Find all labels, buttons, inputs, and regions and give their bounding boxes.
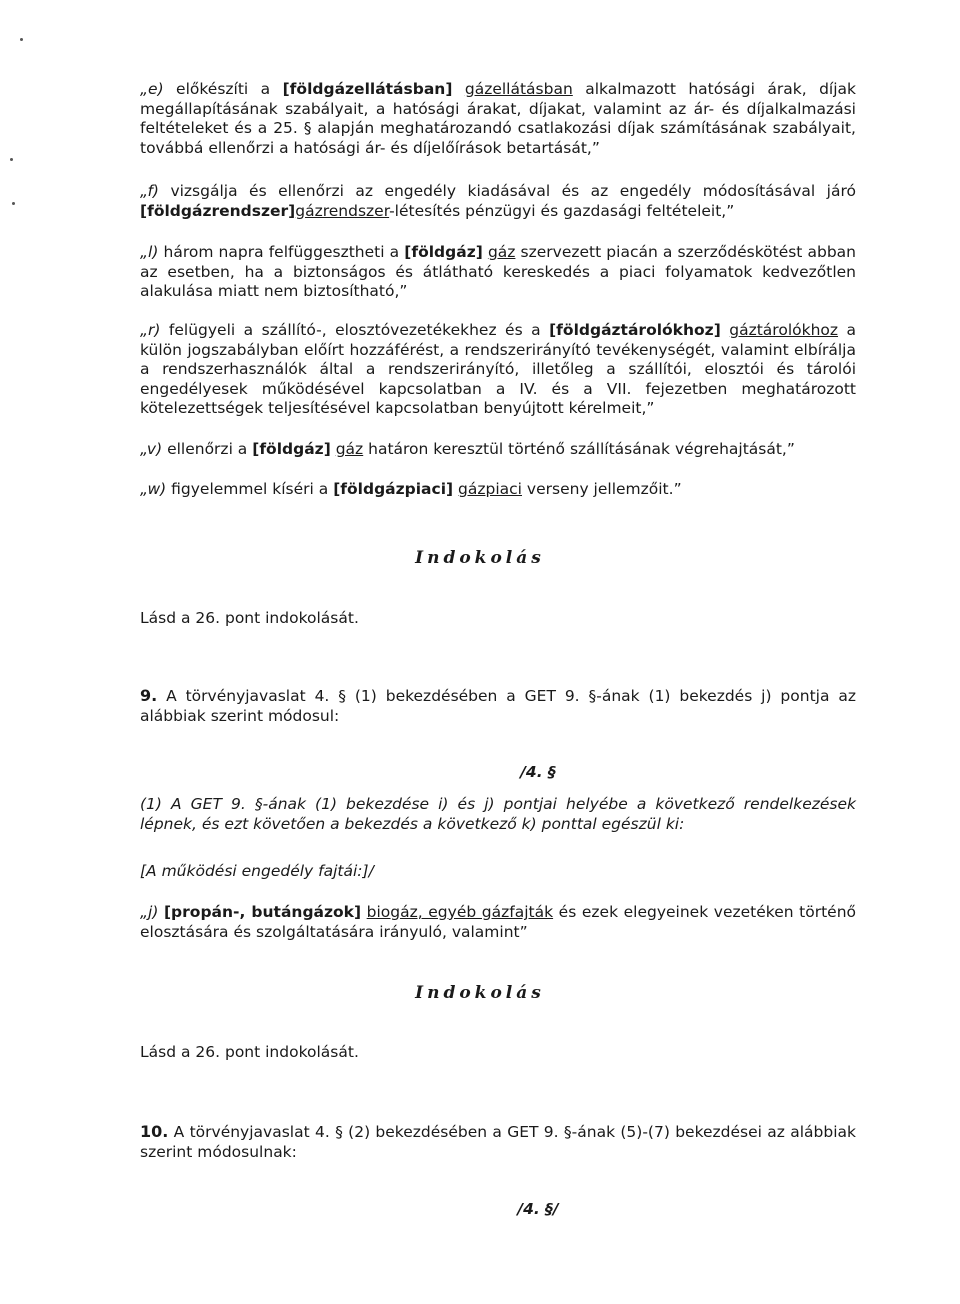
text: három napra felfüggesztheti a <box>163 243 405 261</box>
inserted-text: gázellátásban <box>464 80 573 98</box>
item-prefix: „r) <box>140 321 169 339</box>
deleted-text: [propán-, butángázok] <box>163 903 362 921</box>
inserted-text: gázrendszer <box>295 201 390 220</box>
paragraph-f <box>140 182 856 221</box>
item-prefix: „j) <box>140 903 164 921</box>
text: ellenőrzi a <box>167 440 253 458</box>
amendment-item-10 <box>140 1122 856 1162</box>
paragraph-w <box>140 480 856 500</box>
section-heading: Indokolás <box>415 983 545 1003</box>
text: vizsgálja és ellenőrzi az engedély kiadásával és az engedély módosításával járó <box>170 182 856 200</box>
text: figyelemmel kíséri a <box>171 480 334 498</box>
paragraph-e <box>140 80 856 158</box>
paragraph-l <box>140 243 856 302</box>
section-heading: Indokolás <box>415 548 545 568</box>
item-number: 10. <box>140 1122 169 1141</box>
deleted-text: [földgáztárolókhoz] <box>549 321 721 339</box>
inserted-text: gázpiaci <box>458 480 522 498</box>
bracketed-context: [A működési engedély fajtái:]/ <box>140 862 374 880</box>
item-prefix: „w) <box>140 480 172 498</box>
item-prefix: „l) <box>140 243 164 261</box>
text: -létesítés pénzügyi és gazdasági feltételeit,” <box>389 201 735 220</box>
scan-speck <box>12 202 15 205</box>
deleted-text: [földgázpiaci] <box>333 480 454 498</box>
paragraph-r <box>140 321 856 419</box>
text: és ezek elegyeinek vezetéken történő elosztására és szolgáltatására irányuló, valamint” <box>140 903 856 941</box>
paragraph-v <box>140 440 856 460</box>
inserted-text: gáztárolókhoz <box>729 321 839 339</box>
section-marker: /4. §/ <box>517 1200 559 1218</box>
section-marker: /4. § <box>520 763 556 781</box>
item-prefix: „v) <box>140 440 168 458</box>
quoted-provision: (1) A GET 9. §-ának (1) bekezdése i) és j) pontjai helyébe a következő rendelkezések lépnek, és ezt követően a bekezdés a következő k) ponttal egészül ki: <box>140 795 856 833</box>
text: verseny jellemzőit.” <box>522 480 682 498</box>
paragraph-j <box>140 903 856 942</box>
item-number: 9. <box>140 686 158 705</box>
text: alkalmazott hatósági árak, díjak megállapításának szabályait, a hatósági árakat, díjakat, valamint az ár- és díjalkalmazási feltételeket és a 25. § alapján meghatározandó csatlakozási díjak számításának szabályait, továbbá ellenőrzi a hatósági ár- és díjelőírások betartását,” <box>140 80 856 157</box>
text: a külön jogszabályban előírt hozzáférést, a rendszerirányító tevékenységét, valamint elbírálja a rendszerhasználók által a rendszerirányító, illetőleg a szállítói, elosztói és tárolói engedélyesek működésével kapcsolatban a IV. és a VII. fejezetben meghatározott kötelezettségek teljesítésével kapcsolatban benyújtott kérelmeit,” <box>140 321 856 418</box>
amendment-item-9 <box>140 686 856 726</box>
text: határon keresztül történő szállításának végrehajtását,” <box>363 440 795 458</box>
item-prefix: „f) <box>140 182 171 200</box>
inserted-text: gáz <box>335 440 364 458</box>
deleted-text: [földgázellátásban] <box>282 80 453 98</box>
scan-speck <box>20 38 23 41</box>
text: szervezett piacán a szerződéskötést abban az esetben, ha a biztonságos és átlátható kereskedés a piaci folyamatok kedvezőtlen alakulása miatt nem biztosítható,” <box>140 243 856 301</box>
reference-note: Lásd a 26. pont indokolását. <box>140 609 359 627</box>
item-text: A törvényjavaslat 4. § (2) bekezdésében a GET 9. §-ának (5)-(7) bekezdései az alábbiak szerint módosulnak: <box>140 1123 856 1161</box>
deleted-text: [földgáz] <box>404 243 483 261</box>
scan-speck <box>10 158 13 161</box>
deleted-text: [földgázrendszer] <box>140 201 296 220</box>
item-text: A törvényjavaslat 4. § (1) bekezdésében a GET 9. §-ának (1) bekezdés j) pontja az alábbiak szerint módosul: <box>140 687 856 725</box>
inserted-text: gáz <box>487 243 516 261</box>
text: felügyeli a szállító-, elosztóvezetékekhez és a <box>168 321 550 339</box>
reference-note: Lásd a 26. pont indokolását. <box>140 1043 359 1061</box>
item-prefix: „e) <box>140 80 177 98</box>
deleted-text: [földgáz] <box>252 440 331 458</box>
inserted-text: biogáz, egyéb gázfajták <box>366 903 554 921</box>
text: előkészíti a <box>176 80 283 98</box>
